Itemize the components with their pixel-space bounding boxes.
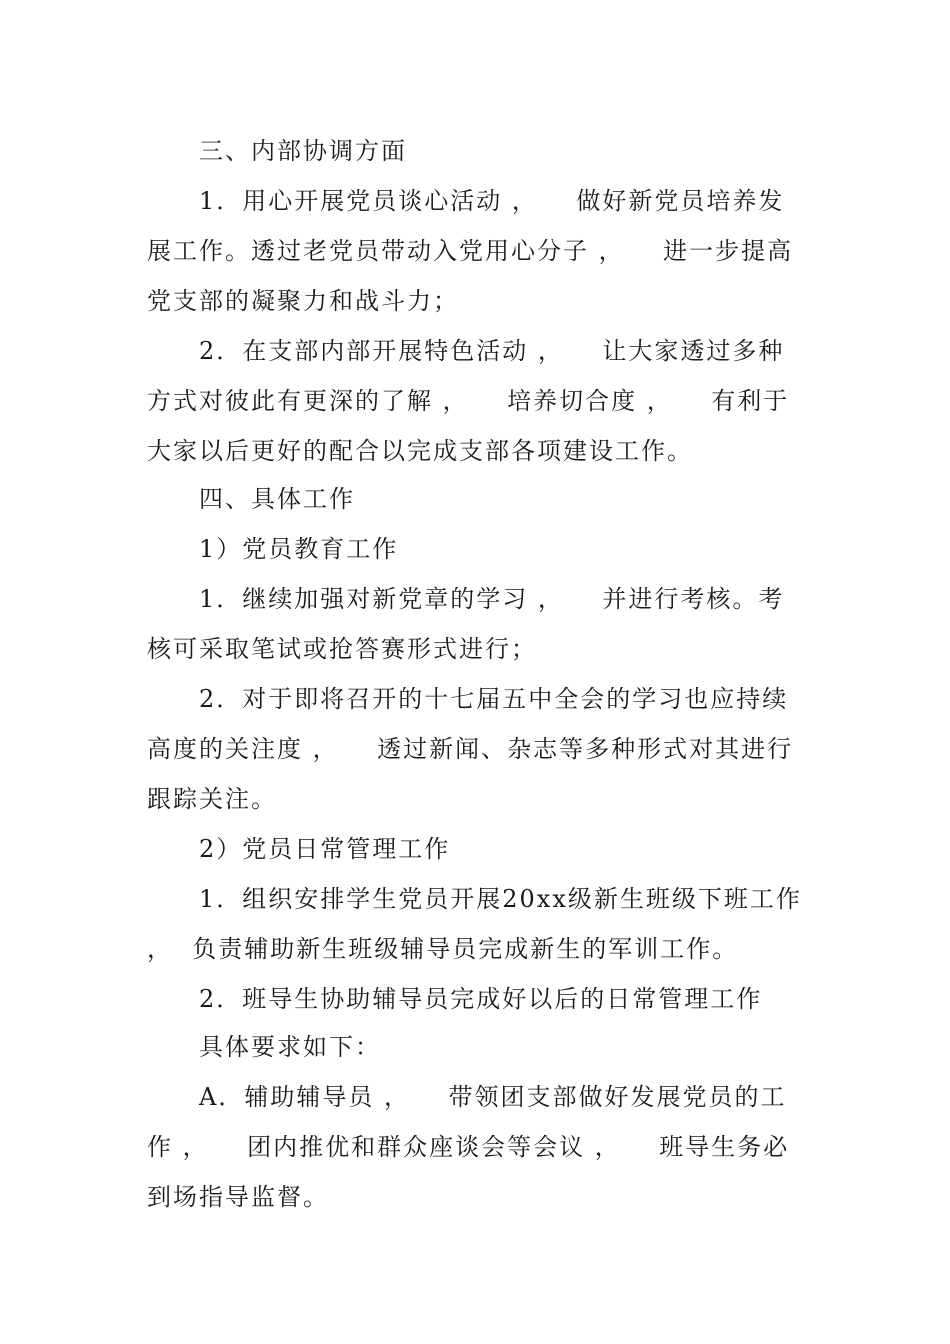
paragraph-line: ， 负责辅助新生班级辅导员完成新生的军训工作。 xyxy=(147,935,739,963)
section-heading-specific-work: 四、具体工作 xyxy=(199,485,355,513)
paragraph-line: 作 ， 团内推优和群众座谈会等会议 ， 班导生务必 xyxy=(147,1133,790,1161)
paragraph-line: 高度的关注度 ， 透过新闻、杂志等多种形式对其进行 xyxy=(147,735,794,763)
paragraph-line: 2．对于即将召开的十七届五中全会的学习也应持续 xyxy=(199,685,789,713)
paragraph-line: 党支部的凝聚力和战斗力； xyxy=(147,287,459,315)
paragraph-line: 1．组织安排学生党员开展20xx级新生班级下班工作 xyxy=(199,885,802,913)
paragraph-line: 到场指导监督。 xyxy=(147,1183,329,1211)
paragraph-line: 方式对彼此有更深的了解 ， 培养切合度 ， 有利于 xyxy=(147,387,790,415)
paragraph-line: 2．班导生协助辅导员完成好以后的日常管理工作 xyxy=(199,985,763,1013)
paragraph-line: A．辅助辅导员 ， 带领团支部做好发展党员的工 xyxy=(199,1083,787,1111)
paragraph-line: 1．继续加强对新党章的学习 ， 并进行考核。考 xyxy=(199,585,785,613)
paragraph-line: 核可采取笔试或抢答赛形式进行； xyxy=(147,635,537,663)
paragraph-line: 1．用心开展党员谈心活动 ， 做好新党员培养发 xyxy=(199,187,785,215)
section-heading-internal-coordination: 三、内部协调方面 xyxy=(199,137,407,165)
paragraph-line: 跟踪关注。 xyxy=(147,785,277,813)
paragraph-line: 2．在支部内部开展特色活动 ， 让大家透过多种 xyxy=(199,337,785,365)
subsection-heading-daily-management: 2）党员日常管理工作 xyxy=(199,835,451,863)
paragraph-line: 大家以后更好的配合以完成支部各项建设工作。 xyxy=(147,437,693,465)
subsection-heading-party-education: 1）党员教育工作 xyxy=(199,535,399,563)
paragraph-line: 具体要求如下： xyxy=(199,1033,381,1061)
paragraph-line: 展工作。透过老党员带动入党用心分子 ， 进一步提高 xyxy=(147,237,794,265)
